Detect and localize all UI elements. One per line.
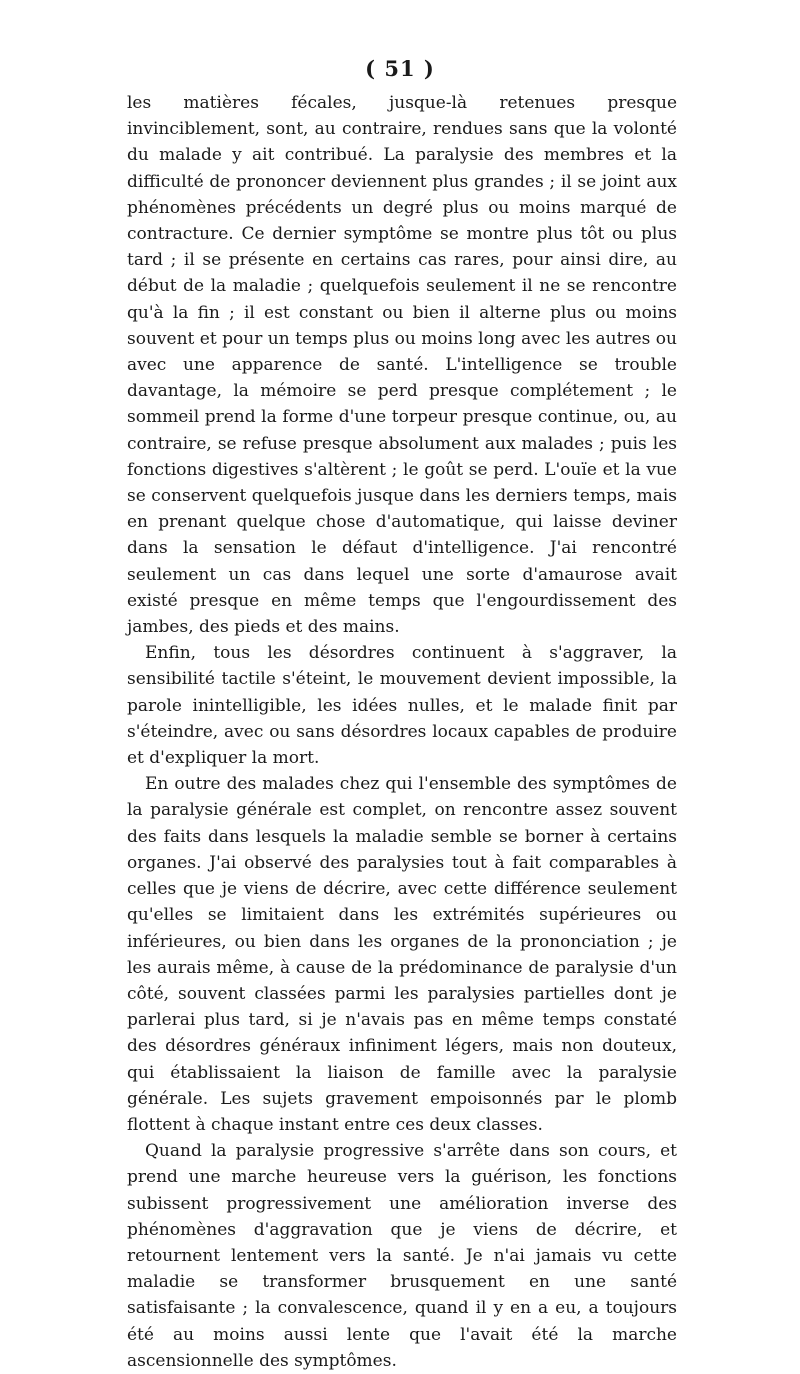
paragraph-3: En outre des malades chez qui l'ensemble des symptômes de la paralysie générale est complet, on rencontre assez souvent des faits dans lesquels la maladie semble se borner à certains organes. J'ai observé des paralysies tout à fait comparables à celles que je viens de décrire, avec cette différence seulement qu'elles se limitaient dans les extrémités supérieures ou inférieures, ou bien dans les organes de la prononciation ; je les aurais même, à cause de la prédominance de paralysie d'un côté, souvent classées parmi les paralysies partielles dont je parlerai plus tard, si je n'avais pas en même temps constaté des désordres généraux infiniment légers, mais non douteux, qui établissaient la liaison de famille avec la paralysie générale. Les sujets gravement empoisonnés par le plomb flottent à chaque instant entre ces deux classes.: [127, 774, 677, 1135]
paragraph-4: Quand la paralysie progressive s'arrête dans son cours, et prend une marche heureuse vers la guérison, les fonctions subissent progressivement une amélioration inverse des phénomènes d'aggravation que je viens de décrire, et retournent lentement vers la santé. Je n'ai jamais vu cette maladie se transformer brusquement en une santé satisfaisante ; la convalescence, quand il y en a eu, a toujours été au moins aussi lente que l'avait été la marche ascensionnelle des symptômes.: [127, 1141, 677, 1371]
page-number: ( 51 ): [365, 56, 435, 81]
paragraph-1: les matières fécales, jusque-là retenues presque invinciblement, sont, au contraire, rendues sans que la volonté du malade y ait contribué. La paralysie des membres et la difficulté de prononcer deviennent plus grandes ; il se joint aux phénomènes précédents un degré plus ou moins marqué de contracture. Ce dernier symptôme se montre plus tôt ou plus tard ; il se présente en certains cas rares, pour ainsi dire, au début de la maladie ; quelquefois seulement il ne se rencontre qu'à la fin ; il est constant ou bien il alterne plus ou moins souvent et pour un temps plus ou moins long avec les autres ou avec une apparence de santé. L'intelligence se trouble davantage, la mémoire se perd presque complétement ; le sommeil prend la forme d'une torpeur presque continue, ou, au contraire, se refuse presque absolument aux malades ; puis les fonctions digestives s'altèrent ; le goût se perd. L'ouïe et la vue se conservent quelquefois jusque dans les derniers temps, mais en prenant quelque chose d'automatique, qui laisse deviner dans la sensation le défaut d'intelligence. J'ai rencontré seulement un cas dans lequel une sorte d'amaurose avait existé presque en même temps que l'engourdissement des jambes, des pieds et des mains.: [127, 93, 677, 638]
paragraph-2: Enfin, tous les désordres continuent à s'aggraver, la sensibilité tactile s'éteint, le mouvement devient impossible, la parole inintelligible, les idées nulles, et le malade finit par s'éteindre, avec ou sans désordres locaux capables de produire et d'expliquer la mort.: [127, 643, 677, 769]
body-text: [127, 90, 677, 1374]
